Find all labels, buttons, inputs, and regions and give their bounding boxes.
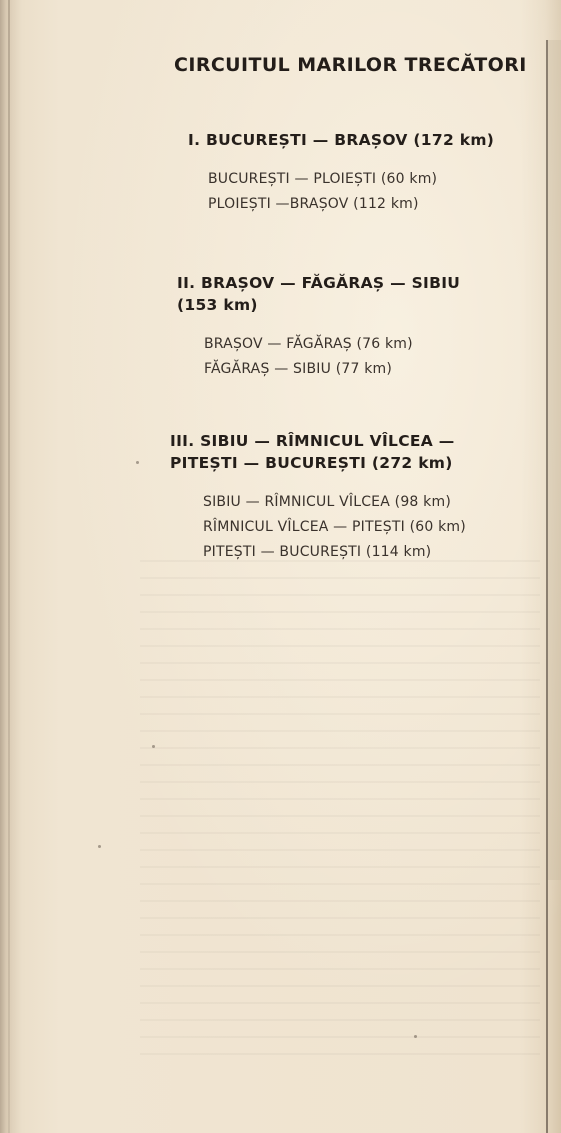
section-heading-line: (153 km) (177, 296, 258, 314)
circuit-section-1 (188, 129, 494, 217)
section-heading-line: PITEȘTI — BUCUREȘTI (272 km) (170, 454, 453, 472)
route-item: RÎMNICUL VÎLCEA — PITEȘTI (60 km) (203, 519, 466, 535)
route-item: BRAȘOV — FĂGĂRAȘ (76 km) (204, 336, 413, 352)
section-heading-line: II. BRAȘOV — FĂGĂRAȘ — SIBIU (177, 274, 461, 292)
route-list (208, 167, 494, 217)
route-item: PITEȘTI — BUCUREȘTI (114 km) (203, 544, 432, 560)
page-edge-line (546, 40, 548, 1133)
adjacent-page-edge (548, 40, 561, 880)
route-item: SIBIU — RÎMNICUL VÎLCEA (98 km) (203, 494, 451, 510)
section-heading (177, 272, 460, 316)
paper-speck (136, 461, 139, 464)
page-title: CIRCUITUL MARILOR TRECĂTORI (174, 54, 527, 76)
route-list (203, 490, 466, 565)
paper-speck (414, 1035, 417, 1038)
route-item: BUCUREȘTI — PLOIEȘTI (60 km) (208, 171, 438, 187)
section-heading (170, 430, 466, 474)
section-heading-line: III. SIBIU — RÎMNICUL VÎLCEA — (170, 432, 455, 450)
page-fold (8, 0, 10, 1133)
show-through-text (140, 560, 540, 1060)
paper-speck (152, 745, 155, 748)
route-list (204, 332, 460, 382)
route-item: PLOIEȘTI —BRAȘOV (112 km) (208, 196, 419, 212)
route-item: FĂGĂRAȘ — SIBIU (77 km) (204, 361, 393, 377)
circuit-section-2 (177, 272, 460, 382)
paper-speck (98, 845, 101, 848)
circuit-section-3 (170, 430, 466, 565)
section-heading (188, 129, 494, 151)
section-heading-line: I. BUCUREȘTI — BRAȘOV (172 km) (188, 131, 495, 149)
